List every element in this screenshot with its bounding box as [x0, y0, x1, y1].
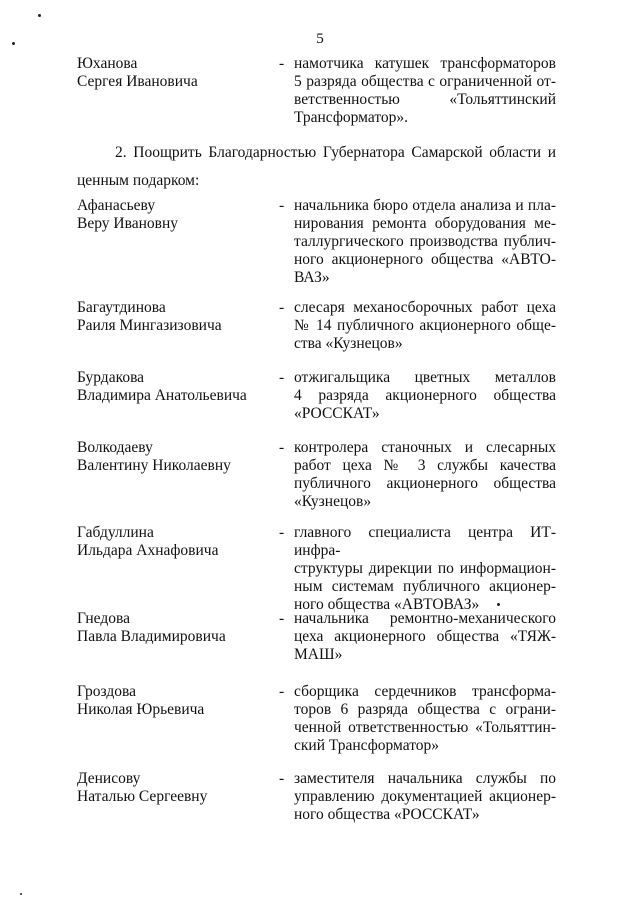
person-name — [77, 55, 267, 91]
surname: Волкодаеву — [77, 439, 153, 456]
position-line: ного общества «РОССКАТ» — [294, 806, 480, 823]
surname: Гроздова — [77, 683, 136, 700]
position-line: Трансформатор». — [294, 109, 409, 126]
position-line: МАШ» — [294, 646, 343, 663]
page-number: 5 — [316, 31, 324, 47]
scan-speck — [12, 42, 15, 45]
dash-separator: - — [279, 299, 285, 316]
position-line: ным системам публичного акционер- — [294, 578, 556, 595]
job-position — [294, 770, 556, 824]
surname: Юханова — [77, 55, 138, 72]
position-line: работ цеха № 3 службы качества — [294, 457, 556, 474]
dash-separator: - — [279, 683, 285, 700]
section-heading-line-1: 2. Поощрить Благодарностью Губернатора Самарской области и — [115, 144, 556, 161]
surname: Габдуллина — [77, 524, 154, 541]
given-names: Веру Ивановну — [77, 215, 178, 232]
job-position — [294, 683, 556, 755]
job-position — [294, 299, 556, 353]
position-line: № 14 публичного акционерного обще- — [294, 317, 556, 334]
position-line: заместителя начальника службы по — [294, 770, 556, 787]
given-names: Раиля Мингазизовича — [77, 317, 222, 334]
dash-separator: - — [279, 197, 285, 214]
section-heading — [77, 139, 556, 195]
given-names: Павла Владимировича — [77, 628, 226, 645]
job-position — [294, 369, 556, 423]
position-line: сборщика сердечников трансформа- — [294, 683, 556, 700]
position-line: ченной ответственностью «Тольяттин- — [294, 719, 556, 736]
dash-separator: - — [279, 369, 285, 386]
position-line: ного акционерного общества «АВТО- — [294, 251, 556, 268]
position-line: структуры дирекции по информацион- — [294, 560, 556, 577]
person-name — [77, 524, 267, 560]
position-line: цеха акционерного общества «ТЯЖ- — [294, 628, 556, 645]
scan-speck — [20, 893, 22, 895]
person-name — [77, 683, 267, 719]
position-line: начальника ремонтно-механического — [294, 610, 556, 627]
surname: Багаутдинова — [77, 299, 166, 316]
position-line: начальника бюро отдела анализа и пла- — [294, 197, 556, 214]
position-line: «РОССКАТ» — [294, 405, 380, 422]
dash-separator: - — [279, 610, 285, 627]
surname: Бурдакова — [77, 369, 145, 386]
person-name — [77, 369, 267, 405]
position-line: 5 разряда общества с ограниченной от- — [294, 73, 556, 90]
job-position — [294, 524, 556, 614]
position-line: ветственностью «Тольяттинский — [294, 91, 556, 108]
position-line: таллургического производства публич- — [294, 233, 556, 250]
person-name — [77, 299, 267, 335]
position-line: «Кузнецов» — [294, 493, 372, 510]
dash-separator: - — [279, 439, 285, 456]
position-line: главного специалиста центра ИТ-инфра- — [294, 524, 556, 559]
given-names: Сергея Ивановича — [77, 73, 198, 90]
person-name — [77, 770, 267, 806]
scan-speck — [38, 14, 41, 17]
surname: Гнедова — [77, 610, 130, 627]
position-line: ВАЗ» — [294, 269, 330, 286]
given-names: Наталью Сергеевну — [77, 788, 208, 805]
position-line: ства «Кузнецов» — [294, 335, 403, 352]
person-name — [77, 610, 267, 646]
given-names: Владимира Анатольевича — [77, 387, 247, 404]
position-line: слесаря механосборочных работ цеха — [294, 299, 556, 316]
given-names: Николая Юрьевича — [77, 701, 205, 718]
job-position — [294, 610, 556, 664]
person-name — [77, 197, 267, 233]
surname: Денисову — [77, 770, 141, 787]
position-line: управлению документацией акционер- — [294, 788, 556, 805]
given-names: Валентину Николаевну — [77, 457, 231, 474]
position-line: 4 разряда акционерного общества — [294, 387, 556, 404]
job-position — [294, 197, 556, 287]
position-line: намотчика катушек трансформаторов — [294, 55, 556, 72]
dash-separator: - — [279, 770, 285, 787]
given-names: Ильдара Ахнафовича — [77, 542, 219, 559]
dash-separator: - — [279, 55, 285, 72]
position-line: контролера станочных и слесарных — [294, 439, 556, 456]
position-line: торов 6 разряда общества с ограни- — [294, 701, 556, 718]
job-position — [294, 439, 556, 511]
job-position — [294, 55, 556, 127]
position-line: ного общества «АВТОВАЗ» — [294, 596, 480, 613]
person-name — [77, 439, 267, 475]
section-heading-line-2: ценным подарком: — [77, 172, 200, 189]
surname: Афанасьеву — [77, 197, 156, 214]
position-line: ский Трансформатор» — [294, 737, 440, 754]
dash-separator: - — [279, 524, 285, 541]
position-line: публичного акционерного общества — [294, 475, 556, 492]
position-line: нирования ремонта оборудования ме- — [294, 215, 556, 232]
position-line: отжигальщика цветных металлов — [294, 369, 556, 386]
